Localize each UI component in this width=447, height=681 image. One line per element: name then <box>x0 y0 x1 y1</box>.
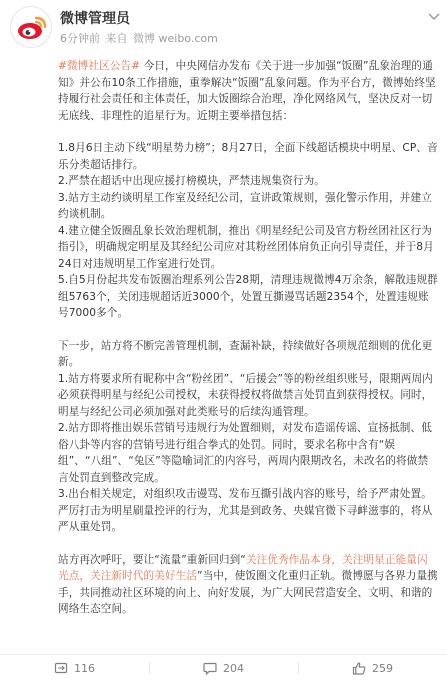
list-item: 1.站方将要求所有昵称中含“粉丝团”、“后援会”等的粉丝组织账号，限期两周内必须获得明星与经纪公司授权，未获得授权将做禁言处罚直到获得授权。同时，明星与经纪公司必须加强对此类账号的后续沟通管理。 <box>58 372 433 418</box>
repost-icon <box>54 662 68 674</box>
closing-topic-link[interactable]: 关注优秀作品本身，关注明星正能量闪光点，关注新时代的美好生活 <box>58 553 428 582</box>
post-meta <box>60 30 220 46</box>
next-steps-text: 下一步，站方将不断完善管理机制，查漏补缺，持续做好各项规范细则的优化更新。 <box>58 339 433 368</box>
list-item: 1.8月6日主动下线“明星势力榜”；8月27日，全面下线超话模块中明星、CP、音乐分类超话排行。 <box>58 142 438 171</box>
repost-button[interactable] <box>0 655 149 681</box>
comment-count: 204 <box>223 661 244 675</box>
list-item: 3.出台相关规定，对组织攻击谩骂、发布互撕引战内容的账号，给予严肃处置。严厉打击为明星刷量控评的行为，尤其是到政务、央媒官微下寻衅滋事的，将从严从重处罚。 <box>58 488 433 533</box>
thumbs-up-icon <box>352 662 366 675</box>
list-item: 3.站方主动约谈明星工作室及经纪公司，宣讲政策规则，强化警示作用，并建立约谈机制。 <box>58 191 432 220</box>
closing-text-b: ”当中，使饭圈文化重归正轨。微博愿与各界力量携手，共同推动社区环境的向上、向好发展，为广大网民营造安全、文明、和谐的网络生态空间。 <box>58 570 438 615</box>
comment-icon <box>203 662 217 675</box>
chevron-down-icon[interactable] <box>427 10 441 24</box>
post-header <box>0 0 447 58</box>
author-name[interactable]: 微博管理员 <box>60 11 130 27</box>
topic-tag-link[interactable]: #微博社区公告# <box>58 60 141 72</box>
intro-text: 今日，中央网信办发布《关于进一步加强“饭圈”乱象治理的通知》并公布10条工作措施，重拳解决“饭圈”乱象问题。作为平台方，微博始终坚持履行社会责任和主体责任，加大饭圈综合治理，净化网络风气，坚决反对一切无底线、非理性的追星行为。近期主要举措包括： <box>58 60 436 122</box>
post-body <box>58 58 438 618</box>
post-time[interactable]: 6分钟前 <box>60 32 100 45</box>
list-item: 2.站方即将推出娱乐营销号违规行为处置细则，对发布造谣传谣、宣扬抵制、低俗八卦等内容的营销号进行组合拳式的处罚。同时，要求名称中含有“娱组”、“八组”、“兔区”等隐喻词汇的内容号，两周内限期改名，未改名的将做禁言处罚直到整改完成。 <box>58 422 432 484</box>
list-item: 2.严禁在超话中出现应援打榜模块，严禁违规集资行为。 <box>58 175 325 187</box>
closing-text <box>58 552 438 618</box>
avatar[interactable] <box>10 6 52 48</box>
weibo-logo-icon <box>16 14 48 42</box>
post-source[interactable]: 微博 weibo.com <box>133 32 218 45</box>
repost-count: 116 <box>74 661 95 675</box>
like-button[interactable] <box>298 655 447 681</box>
post-intro <box>58 58 438 124</box>
closing-text-a: 站方再次呼吁，要让“流量”重新回归到“ <box>58 553 246 566</box>
list-item: 5.自5月份起共发布饭圈治理系列公告28期，清理违规微博4万余条，解散违规群组5763个，关闭违规超话近3000个，处置互撕谩骂话题2354个，处置违规账号7000多个。 <box>58 274 438 319</box>
comment-button[interactable] <box>149 655 298 681</box>
action-bar <box>0 654 447 681</box>
like-count: 259 <box>372 661 393 675</box>
source-prefix: 来自 <box>105 32 128 45</box>
list-item: 4.建立健全饭圈乱象长效治理机制，推出《明星经纪公司及官方粉丝团社区行为指引》，明确规定明星及其经纪公司应对其粉丝团体肩负正向引导责任，并于8月24日对违规明星工作室进行处罚。 <box>58 224 434 270</box>
